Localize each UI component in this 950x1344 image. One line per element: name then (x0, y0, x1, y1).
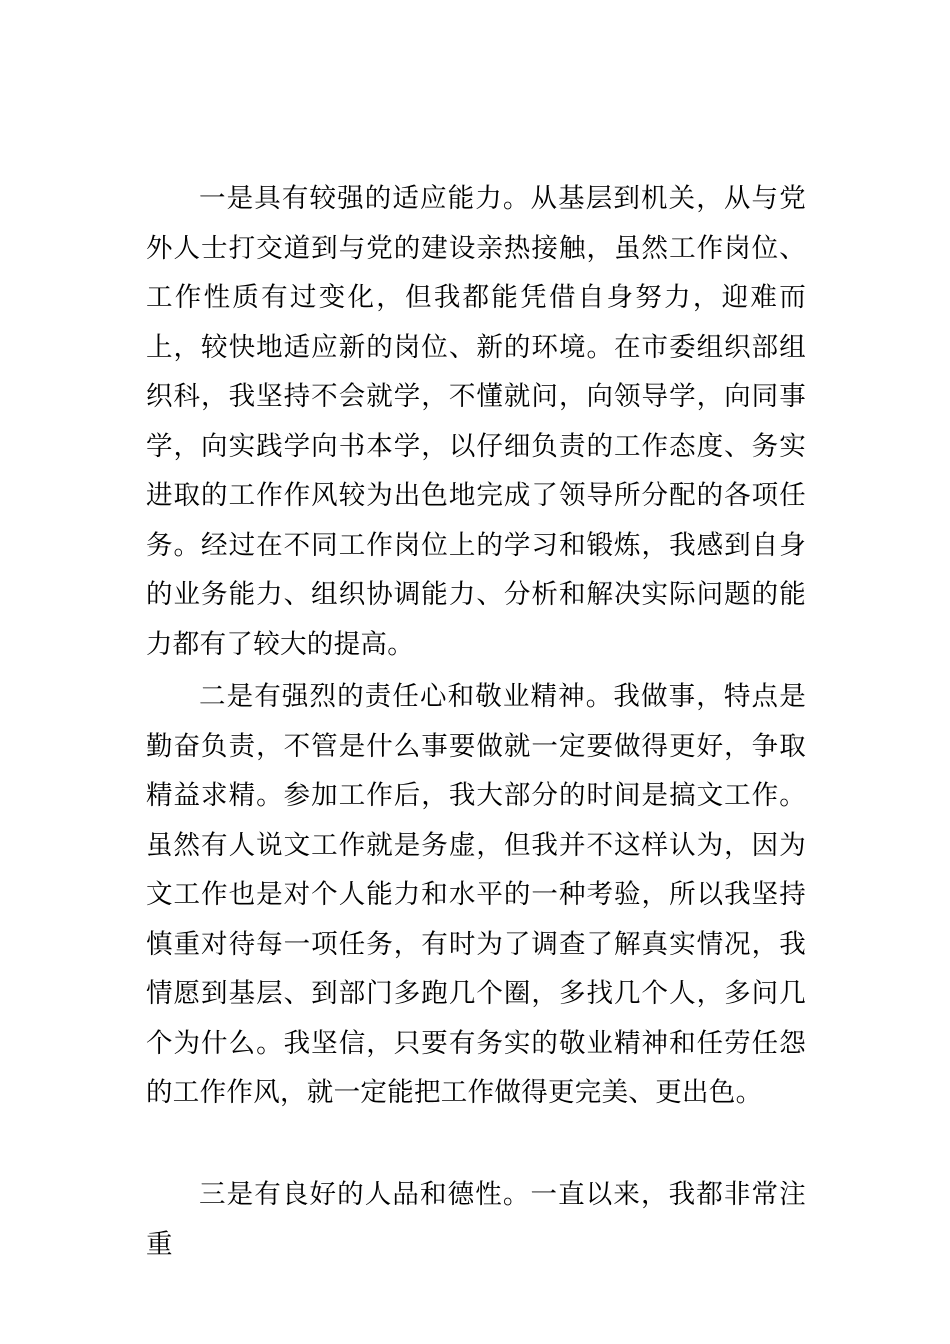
paragraph-adaptability: 一是具有较强的适应能力。从基层到机关，从与党外人士打交道到与党的建设亲热接触，虽然工作岗位、工作性质有过变化，但我都能凭借自身努力，迎难而上，较快地适应新的岗位、新的环境。在市委组织部组织科，我坚持不会就学，不懂就问，向领导学，向同事学，向实践学向书本学，以仔细负责的工作态度、务实进取的工作作风较为出色地完成了领导所分配的各项任务。经过在不同工作岗位上的学习和锻炼，我感到自身的业务能力、组织协调能力、分析和解决实际问题的能力都有了较大的提高。 (146, 183, 806, 660)
paragraph-responsibility: 二是有强烈的责任心和敬业精神。我做事，特点是勤奋负责，不管是什么事要做就一定要做得更好，争取精益求精。参加工作后，我大部分的时间是搞文工作。虽然有人说文工作就是务虚，但我并不这样认为，因为文工作也是对个人能力和水平的一种考验，所以我坚持慎重对待每一项任务，有时为了调查了解真实情况，我情愿到基层、到部门多跑几个圈，多找几个人，多问几个为什么。我坚信，只要有务实的敬业精神和任劳任怨的工作作风，就一定能把工作做得更完美、更出色。 (146, 681, 806, 1108)
paragraph-character: 三是有良好的人品和德性。一直以来，我都非常注重 (146, 1179, 806, 1260)
